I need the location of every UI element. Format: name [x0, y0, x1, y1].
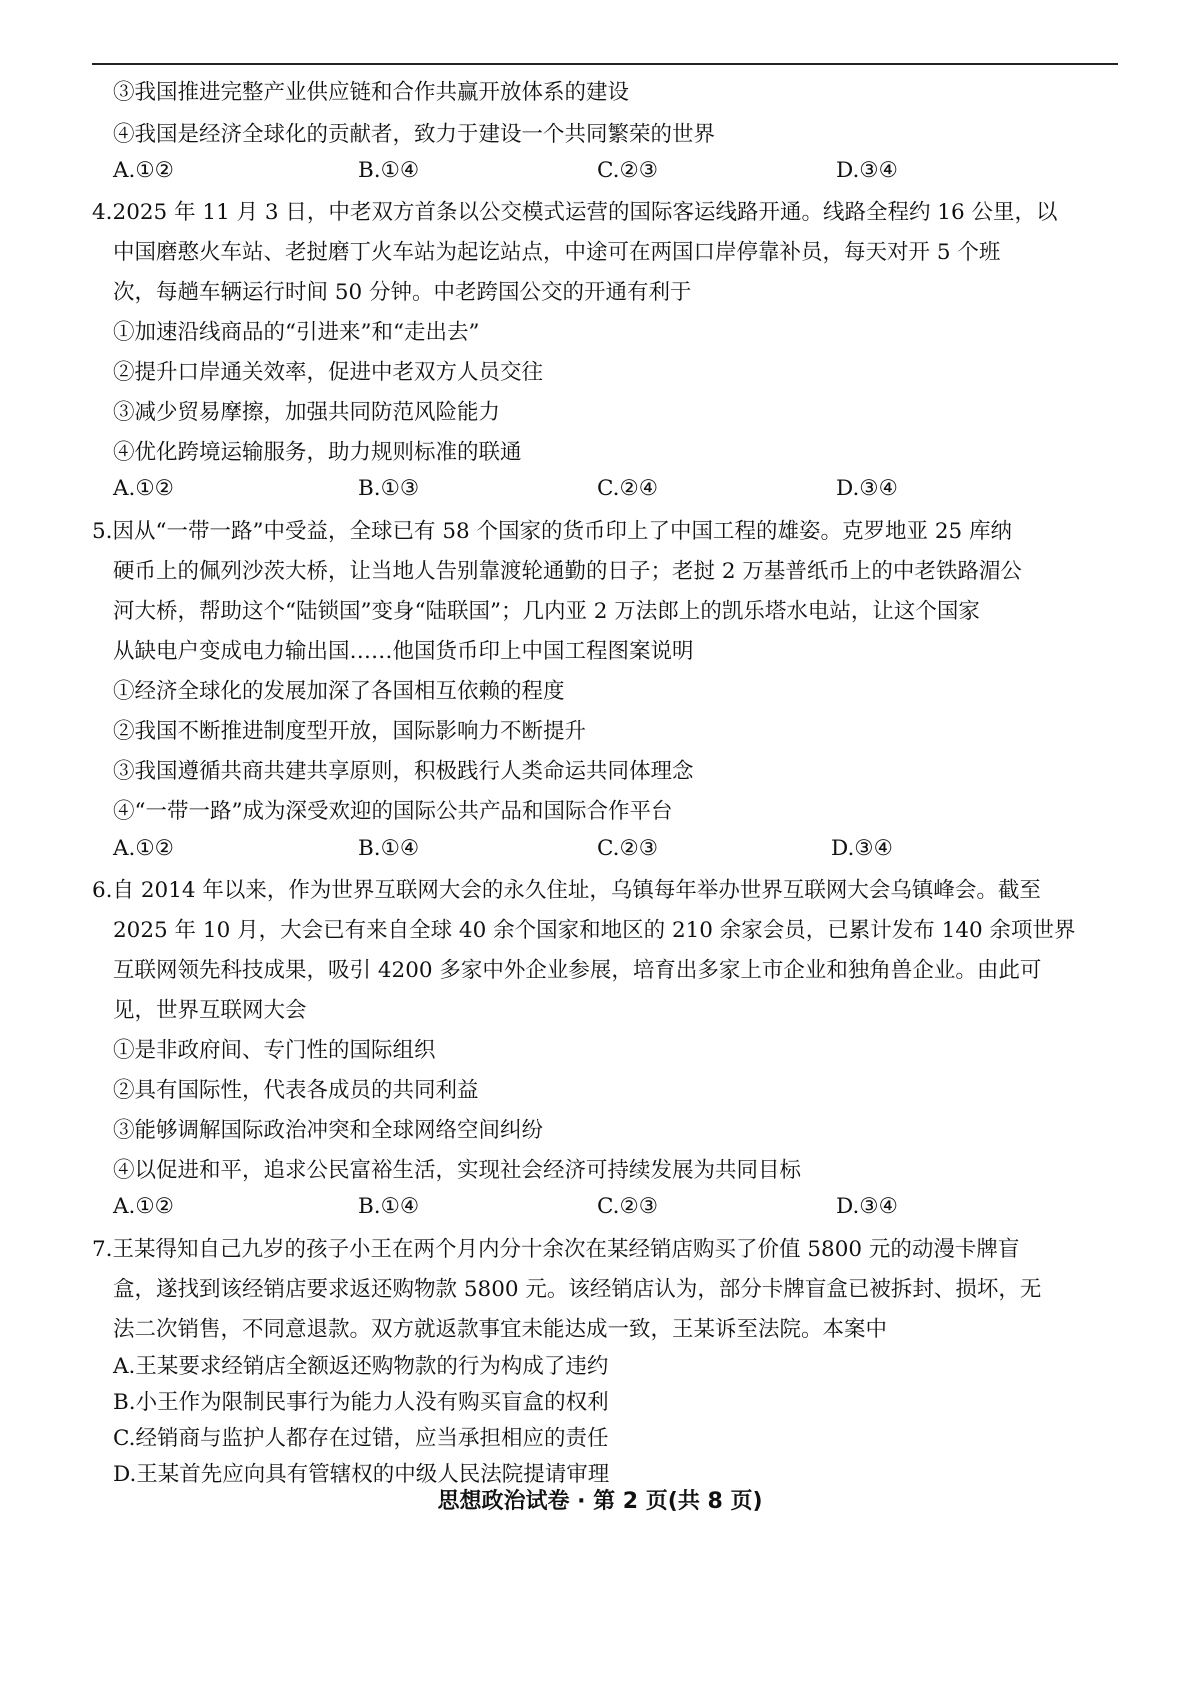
- q6-stem-line-2: 2025 年 10 月，大会已有来自全球 40 余个国家和地区的 210 余家会员，已累计发布 140 余项世界: [113, 918, 1076, 943]
- q6-options: [113, 1193, 1113, 1221]
- q3-statement-4: ④我国是经济全球化的贡献者，致力于建设一个共同繁荣的世界: [113, 122, 716, 147]
- q4-statement-4: ④优化跨境运输服务，助力规则标准的联通: [113, 440, 522, 465]
- q3-statement-3: ③我国推进完整产业供应链和合作共赢开放体系的建设: [113, 80, 630, 105]
- q5-statement-2: ②我国不断推进制度型开放，国际影响力不断提升: [113, 719, 587, 744]
- q4-stem-line-3: 次，每趟车辆运行时间 50 分钟。中老跨国公交的开通有利于: [113, 280, 692, 305]
- q6-statement-2: ②具有国际性，代表各成员的共同利益: [113, 1078, 479, 1103]
- q4-options: [113, 475, 1113, 503]
- q4-option-c[interactable]: C.②④: [597, 476, 659, 501]
- q7-stem-line-1: 7.王某得知自己九岁的孩子小王在两个月内分十余次在某经销店购买了价值 5800 元的动漫卡牌盲: [92, 1237, 1020, 1262]
- q3-option-a[interactable]: A.①②: [113, 158, 174, 183]
- q4-option-a[interactable]: A.①②: [113, 476, 174, 501]
- q4-statement-1: ①加速沿线商品的“引进来”和“走出去”: [113, 320, 480, 345]
- q4-statement-2: ②提升口岸通关效率，促进中老双方人员交往: [113, 360, 544, 385]
- q6-option-d[interactable]: D.③④: [836, 1194, 898, 1219]
- q7-choice-b[interactable]: B.小王作为限制民事行为能力人没有购买盲盒的权利: [113, 1390, 609, 1415]
- q7-choice-a[interactable]: A.王某要求经销店全额返还购物款的行为构成了违约: [113, 1354, 609, 1379]
- q6-statement-3: ③能够调解国际政治冲突和全球网络空间纠纷: [113, 1118, 544, 1143]
- q4-option-d[interactable]: D.③④: [836, 476, 898, 501]
- q5-option-a[interactable]: A.①②: [113, 836, 174, 861]
- q6-stem-line-4: 见，世界互联网大会: [113, 998, 307, 1023]
- q3-option-d[interactable]: D.③④: [836, 158, 898, 183]
- q5-stem-line-2: 硬币上的佩列沙茨大桥，让当地人告别靠渡轮通勤的日子；老挝 2 万基普纸币上的中老铁路湄公: [113, 559, 1022, 584]
- q4-stem-line-1: 4.2025 年 11 月 3 日，中老双方首条以公交模式运营的国际客运线路开通。线路全程约 16 公里，以: [92, 200, 1058, 225]
- q5-statement-3: ③我国遵循共商共建共享原则，积极践行人类命运共同体理念: [113, 759, 694, 784]
- q6-statement-1: ①是非政府间、专门性的国际组织: [113, 1038, 436, 1063]
- q5-statement-4: ④“一带一路”成为深受欢迎的国际公共产品和国际合作平台: [113, 799, 673, 824]
- q7-choice-c[interactable]: C.经销商与监护人都存在过错，应当承担相应的责任: [113, 1426, 609, 1451]
- q7-stem-line-3: 法二次销售，不同意退款。双方就返款事宜未能达成一致，王某诉至法院。本案中: [113, 1317, 888, 1342]
- q3-options: [113, 157, 1113, 185]
- q7-stem-line-2: 盒，遂找到该经销店要求返还购物款 5800 元。该经销店认为，部分卡牌盲盒已被拆封、损坏，无: [113, 1277, 1042, 1302]
- q4-statement-3: ③减少贸易摩擦，加强共同防范风险能力: [113, 400, 501, 425]
- q6-option-a[interactable]: A.①②: [113, 1194, 174, 1219]
- q5-options: [113, 835, 1113, 863]
- q5-stem-line-3: 河大桥，帮助这个“陆锁国”变身“陆联国”；几内亚 2 万法郎上的凯乐塔水电站，让这个国家: [113, 599, 980, 624]
- top-rule: [92, 63, 1118, 65]
- q6-stem-line-1: 6.自 2014 年以来，作为世界互联网大会的永久住址，乌镇每年举办世界互联网大会乌镇峰会。截至: [92, 878, 1041, 903]
- q7-choice-d[interactable]: D.王某首先应向具有管辖权的中级人民法院提请审理: [113, 1462, 610, 1487]
- q4-stem-line-2: 中国磨憨火车站、老挝磨丁火车站为起讫站点，中途可在两国口岸停靠补员，每天对开 5 个班: [113, 240, 1001, 265]
- q6-option-b[interactable]: B.①④: [358, 1194, 420, 1219]
- q3-option-c[interactable]: C.②③: [597, 158, 659, 183]
- q5-option-b[interactable]: B.①④: [358, 836, 420, 861]
- q6-statement-4: ④以促进和平，追求公民富裕生活，实现社会经济可持续发展为共同目标: [113, 1158, 802, 1183]
- q5-option-c[interactable]: C.②③: [597, 836, 659, 861]
- q4-option-b[interactable]: B.①③: [358, 476, 420, 501]
- q5-stem-line-4: 从缺电户变成电力输出国……他国货币印上中国工程图案说明: [113, 639, 694, 664]
- q5-statement-1: ①经济全球化的发展加深了各国相互依赖的程度: [113, 679, 565, 704]
- page-footer: 思想政治试卷 · 第 2 页(共 8 页): [437, 1489, 763, 1514]
- q5-option-d[interactable]: D.③④: [831, 836, 893, 861]
- q6-stem-line-3: 互联网领先科技成果，吸引 4200 多家中外企业参展，培育出多家上市企业和独角兽企业。由此可: [113, 958, 1042, 983]
- q3-option-b[interactable]: B.①④: [358, 158, 420, 183]
- q6-option-c[interactable]: C.②③: [597, 1194, 659, 1219]
- q5-stem-line-1: 5.因从“一带一路”中受益，全球已有 58 个国家的货币印上了中国工程的雄姿。克罗地亚 25 库纳: [92, 519, 1013, 544]
